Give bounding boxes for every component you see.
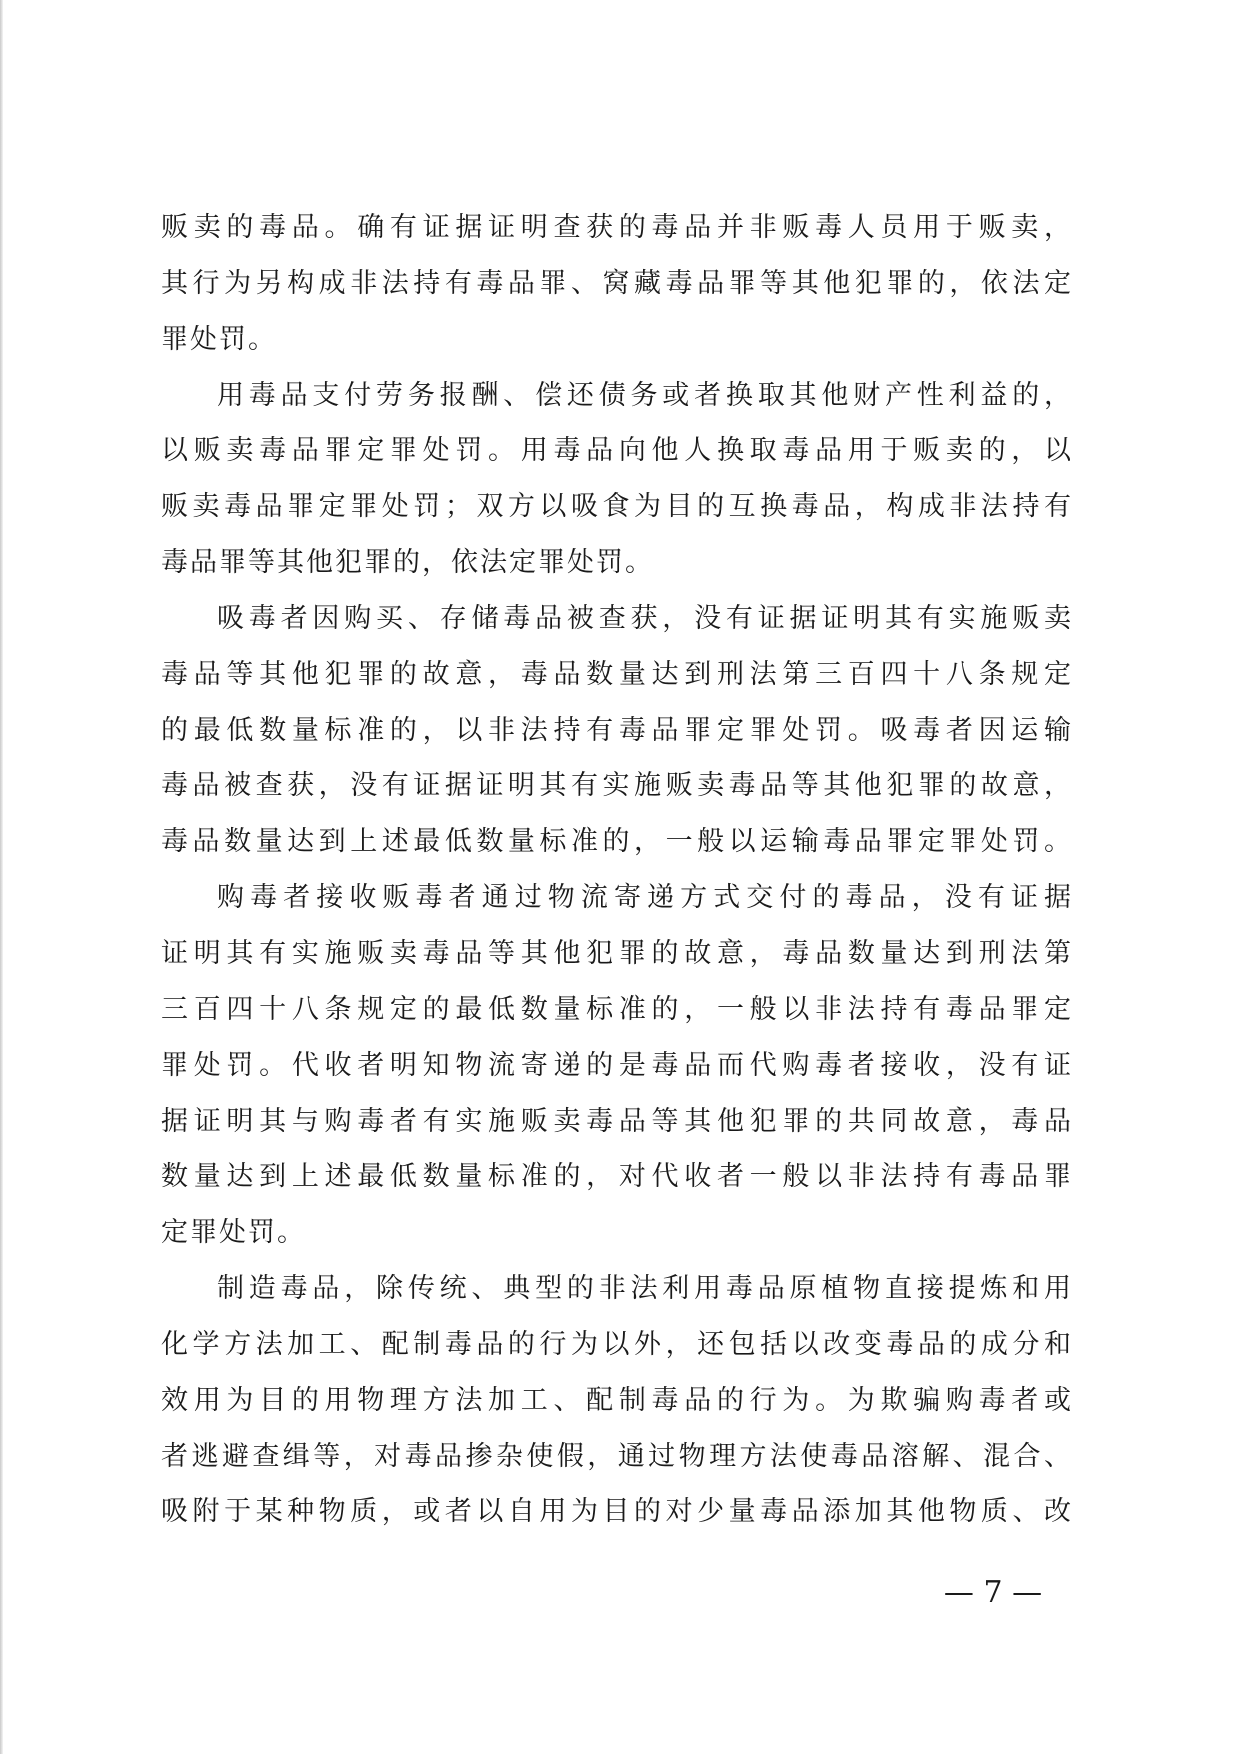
- text-line: 贩卖的毒品。确有证据证明查获的毒品并非贩毒人员用于贩卖，: [161, 212, 1071, 243]
- text-line: 毒品被查获，没有证据证明其有实施贩卖毒品等其他犯罪的故意，: [161, 770, 1071, 802]
- text-line: 用毒品支付劳务报酬、偿还债务或者换取其他财产性利益的，: [217, 379, 1071, 411]
- text-line: 毒品罪等其他犯罪的，依法定罪处罚。: [161, 547, 654, 579]
- document-body: [161, 200, 1071, 1540]
- text-line: 其行为另构成非法持有毒品罪、窝藏毒品罪等其他犯罪的，依法定: [161, 267, 1071, 299]
- text-line: 者逃避查缉等，对毒品掺杂使假，通过物理方法使毒品溶解、混合、: [161, 1440, 1071, 1472]
- text-line: 制造毒品，除传统、典型的非法利用毒品原植物直接提炼和用: [217, 1273, 1071, 1305]
- text-line: 证明其有实施贩卖毒品等其他犯罪的故意，毒品数量达到刑法第: [161, 937, 1071, 969]
- text-line: 吸毒者因购买、存储毒品被查获，没有证据证明其有实施贩卖: [217, 602, 1071, 634]
- text-line: 购毒者接收贩毒者通过物流寄递方式交付的毒品，没有证据: [217, 882, 1071, 914]
- scan-edge: [0, 0, 3, 1754]
- text-line: 毒品数量达到上述最低数量标准的，一般以运输毒品罪定罪处罚。: [161, 826, 1071, 858]
- text-line: 数量达到上述最低数量标准的，对代收者一般以非法持有毒品罪: [161, 1161, 1071, 1193]
- text-line: 三百四十八条规定的最低数量标准的，一般以非法持有毒品罪定: [161, 993, 1071, 1025]
- text-line: 化学方法加工、配制毒品的行为以外，还包括以改变毒品的成分和: [161, 1328, 1071, 1360]
- page-number: — 7 —: [943, 1575, 1043, 1610]
- text-line: 以贩卖毒品罪定罪处罚。用毒品向他人换取毒品用于贩卖的，以: [161, 435, 1071, 467]
- text-line: 定罪处罚。: [161, 1217, 306, 1249]
- text-line: 罪处罚。代收者明知物流寄递的是毒品而代购毒者接收，没有证: [161, 1049, 1071, 1081]
- text-line: 吸附于某种物质，或者以自用为目的对少量毒品添加其他物质、改: [161, 1496, 1071, 1528]
- text-line: 的最低数量标准的，以非法持有毒品罪定罪处罚。吸毒者因运输: [161, 714, 1071, 746]
- text-line: 毒品等其他犯罪的故意，毒品数量达到刑法第三百四十八条规定: [161, 658, 1071, 690]
- document-page: [161, 0, 1071, 1754]
- text-line: 贩卖毒品罪定罪处罚；双方以吸食为目的互换毒品，构成非法持有: [161, 491, 1071, 523]
- text-line: 效用为目的用物理方法加工、配制毒品的行为。为欺骗购毒者或: [161, 1384, 1071, 1416]
- text-line: 罪处罚。: [161, 323, 277, 355]
- text-line: 据证明其与购毒者有实施贩卖毒品等其他犯罪的共同故意，毒品: [161, 1105, 1071, 1137]
